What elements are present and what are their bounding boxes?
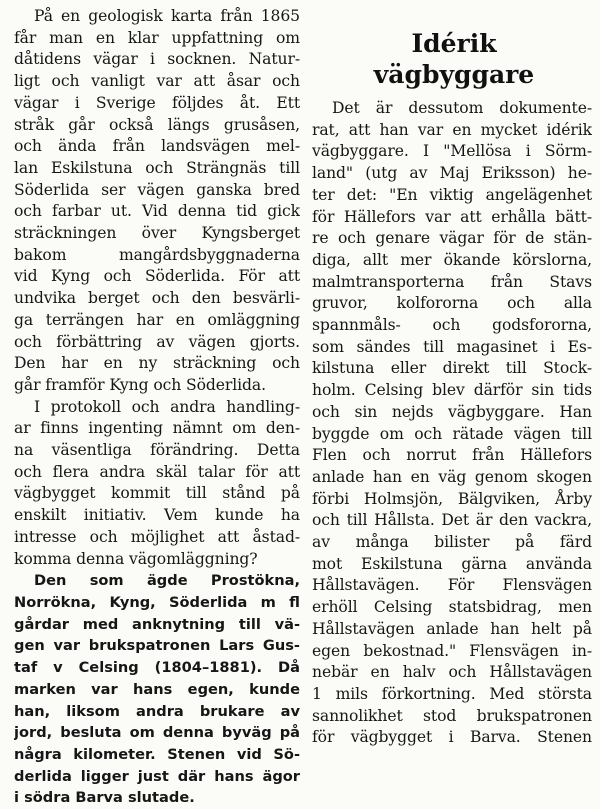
text-line: holm. Celsing blev därför sin tids	[312, 381, 592, 400]
text-line: enskilt initiativ. Vem kunde ha	[14, 506, 300, 525]
text-line: komma denna vägomläggning?	[14, 549, 258, 568]
text-line: malmtransporterna från Stavs	[312, 272, 592, 291]
text-line: Hållstavägen anlade han helt på	[312, 619, 592, 638]
text-line: diga, allt mer ökande körslorna,	[312, 250, 592, 269]
text-line: sträckningen över Kyngsberget	[14, 224, 300, 243]
text-line: På en geologisk karta från 1865	[34, 7, 300, 25]
text-line: Flen och norrut från Hällefors	[312, 446, 592, 465]
text-line: han, liksom andra brukare av	[14, 702, 300, 720]
text-line: Det är dessutom dokumente-	[332, 99, 592, 117]
text-line: och sin nejds vägbyggare. Han	[312, 402, 592, 421]
text-line: re och genare vägar för de stän-	[312, 229, 592, 248]
text-line: Den har en ny sträckning och	[14, 354, 300, 373]
text-line: gårdar med anknytning till vä-	[14, 615, 300, 633]
text-line: några kilometer. Stenen vid Sö-	[14, 745, 300, 763]
text-line: byggde om och rätade vägen till	[312, 424, 592, 443]
text-line: gruvor, kolfororna och alla	[312, 294, 592, 313]
text-line: Söderlida ser vägen ganska bred	[14, 180, 300, 199]
text-line: land" (utg av Maj Eriksson) he-	[312, 164, 592, 183]
text-line: vägbyggare. I "Mellösa i Sörm-	[312, 142, 592, 161]
text-line: och till Hållsta. Det är den vackra,	[312, 511, 592, 530]
text-line: na väsentliga förändring. Detta	[14, 441, 300, 460]
text-line: vägar i Sverige följdes åt. Ett	[14, 93, 300, 112]
text-line: och ända från landsvägen mel-	[14, 137, 300, 156]
text-line: egen bekostnad." Flensvägen in-	[312, 641, 592, 660]
text-line: som sändes till magasinet i Es-	[312, 337, 592, 356]
text-line: dåtidens vägar i socknen. Natur-	[14, 50, 300, 69]
text-line: Norrökna, Kyng, Söderlida m fl	[14, 593, 300, 611]
text-line: 1 mils förkortning. Med största	[312, 684, 592, 703]
text-line: av många bilister på färd	[312, 533, 592, 552]
text-line: ar finns ingenting nämnt om den-	[14, 419, 300, 438]
text-line: intresse och möjlighet att åstad-	[14, 527, 300, 546]
text-line: förbi Holmsjön, Bälgviken, Årby	[312, 489, 592, 508]
text-line: och flera andra skäl talar för att	[14, 462, 300, 481]
text-line: taf v Celsing (1804–1881). Då	[14, 659, 300, 677]
text-line: Den som ägde Prostökna,	[34, 572, 300, 590]
heading-line-1: Idérik	[411, 29, 497, 58]
text-line: ligt och vanligt var att åsar och	[14, 72, 300, 91]
text-line: jord, besluta om denna byväg på	[14, 724, 300, 742]
text-line: erhöll Celsing statsbidrag, men	[312, 598, 592, 617]
text-line: ter det: "En viktig angelägenhet	[312, 185, 592, 204]
text-line: rat, att han var en mycket idérik	[312, 120, 592, 139]
text-line: för vägbygget i Barva. Stenen	[312, 728, 592, 747]
section-heading	[312, 28, 596, 90]
text-line: marken var hans egen, kunde	[14, 680, 300, 698]
text-line: vid Kyng och Söderlida. För att	[14, 267, 300, 286]
text-line: i södra Barva slutade.	[14, 789, 195, 807]
text-line: för Hällefors var att erhålla bätt-	[312, 207, 592, 226]
text-line: spannmåls- och godsfororna,	[312, 316, 592, 335]
text-line: bakom mangårdsbyggnaderna	[14, 245, 300, 264]
left-column-text	[14, 6, 300, 809]
text-line: Hållstavägen. För Flensvägen	[312, 576, 592, 595]
text-line: gen var brukspatronen Lars Gus-	[14, 637, 300, 655]
text-line: mot Eskilstuna gärna använda	[312, 554, 592, 573]
text-line: sannolikhet stod brukspatronen	[312, 706, 592, 725]
text-line: vägbygget kommit till stånd på	[14, 484, 300, 503]
heading-line-2: vägbyggare	[373, 60, 535, 89]
right-column-text	[312, 98, 592, 749]
text-line: kilstuna eller direkt till Stock-	[312, 359, 592, 378]
text-line: stråk går också längs grusåsen,	[14, 115, 300, 134]
text-line: går framför Kyng och Söderlida.	[14, 375, 266, 394]
text-line: får man en klar uppfattning om	[14, 28, 300, 47]
text-line: anlade han en väg genom skogen	[312, 467, 592, 486]
text-line: och förbättring av vägen gjorts.	[14, 332, 300, 351]
text-line: och farbar ut. Vid denna tid gick	[14, 202, 300, 221]
text-line: derlida ligger just där hans ägor	[14, 767, 300, 785]
text-line: I protokoll och andra handling-	[34, 397, 300, 416]
text-line: nebär en halv och Hållstavägen	[312, 663, 592, 682]
text-line: undvika berget och den besvärli-	[14, 289, 300, 308]
text-line: ga terrängen har en omläggning	[14, 310, 300, 329]
text-line: lan Eskilstuna och Strängnäs till	[14, 158, 300, 177]
